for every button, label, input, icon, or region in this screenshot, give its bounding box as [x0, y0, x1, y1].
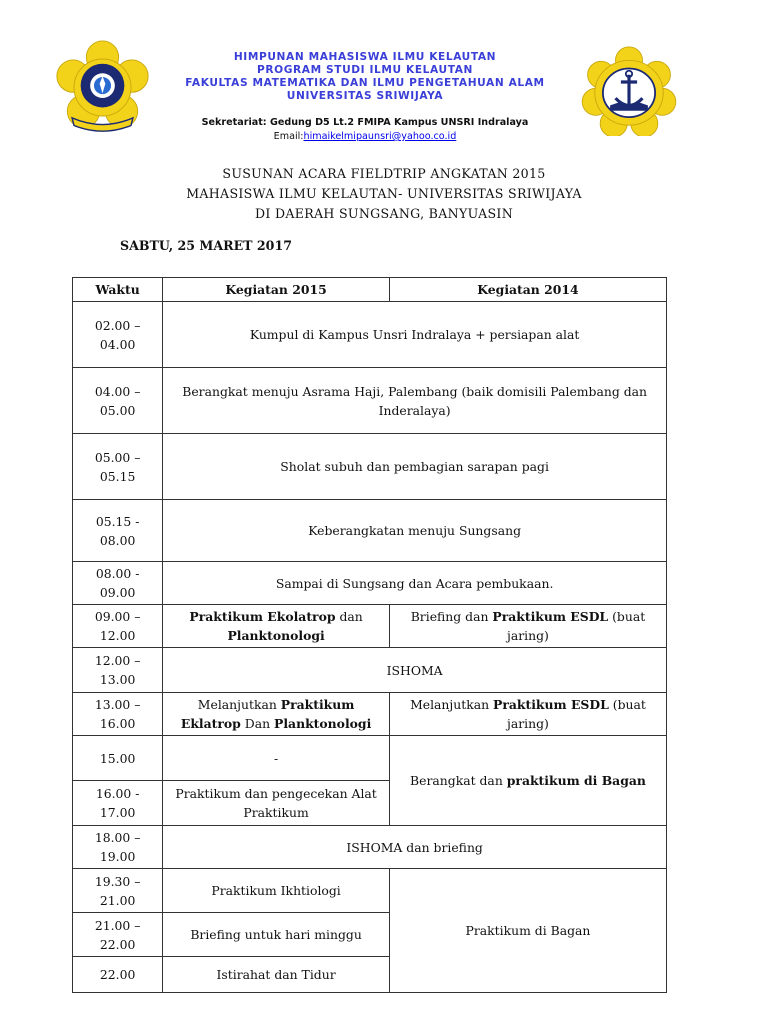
- org-line: FAKULTAS MATEMATIKA DAN ILMU PENGETAHUAN ALAM: [185, 77, 545, 89]
- title-line: SUSUNAN ACARA FIELDTRIP ANGKATAN 2015: [222, 166, 546, 181]
- unsri-logo: [55, 40, 150, 135]
- org-line: UNIVERSITAS SRIWIJAYA: [286, 90, 444, 102]
- org-line: PROGRAM STUDI ILMU KELAUTAN: [257, 64, 473, 76]
- table-row: [73, 648, 667, 693]
- letterhead: [0, 0, 768, 150]
- kegiatan-2014-cell: [389, 605, 666, 648]
- kegiatan-2015-cell: Praktikum dan pengecekan Alat Praktikum: [163, 781, 390, 826]
- bold-text: Praktikum ESDL: [492, 609, 609, 624]
- table-row: [73, 736, 667, 781]
- activity-cell: Sampai di Sungsang dan Acara pembukaan.: [163, 562, 667, 605]
- bold-text: praktikum di Bagan: [506, 773, 646, 788]
- activity-cell: ISHOMA dan briefing: [163, 826, 667, 869]
- kegiatan-2015-cell: [163, 605, 390, 648]
- bold-text: Praktikum Eklatrop: [180, 697, 355, 731]
- text: Melanjutkan: [410, 697, 494, 712]
- text: dan: [335, 609, 363, 624]
- activity-cell: Kumpul di Kampus Unsri Indralaya + persiapan alat: [163, 302, 667, 368]
- time-cell: 08.00 - 09.00: [73, 562, 163, 605]
- time-cell: 09.00 – 12.00: [73, 605, 163, 648]
- kegiatan-2015-cell: [163, 693, 390, 736]
- bold-text: Praktikum Ekolatrop: [189, 609, 336, 624]
- time-cell: 05.15 - 08.00: [73, 500, 163, 562]
- table-row: [73, 869, 667, 913]
- bold-text: Praktikum ESDL: [493, 697, 609, 712]
- table-header-row: [73, 278, 667, 302]
- kegiatan-2014-merged-cell: Praktikum di Bagan: [389, 869, 666, 993]
- title-line: MAHASISWA ILMU KELAUTAN- UNIVERSITAS SRIWIJAYA: [186, 186, 582, 201]
- himpunan-logo: [579, 46, 679, 136]
- secretariat-address: Sekretariat: Gedung D5 Lt.2 FMIPA Kampus UNSRI Indralaya: [201, 117, 529, 128]
- time-cell: 04.00 – 05.00: [73, 368, 163, 434]
- activity-cell: ISHOMA: [163, 648, 667, 693]
- title-line: DI DAERAH SUNGSANG, BANYUASIN: [254, 206, 514, 221]
- email-row: [150, 130, 580, 144]
- activity-cell: Berangkat menuju Asrama Haji, Palembang (baik domisili Palembang dan Inderalaya): [163, 368, 667, 434]
- schedule-table: [72, 277, 667, 993]
- header-kegiatan-2014: Kegiatan 2014: [389, 278, 666, 302]
- time-cell: 19.30 – 21.00: [73, 869, 163, 913]
- kegiatan-2015-cell: Briefing untuk hari minggu: [163, 913, 390, 957]
- kegiatan-2014-merged-cell: [389, 736, 666, 826]
- text: Berangkat dan: [410, 773, 507, 788]
- org-line: HIMPUNAN MAHASISWA ILMU KELAUTAN: [233, 51, 497, 63]
- text: (buat jaring): [507, 609, 646, 643]
- activity-cell: Sholat subuh dan pembagian sarapan pagi: [163, 434, 667, 500]
- text: Melanjutkan: [197, 697, 281, 712]
- email-label: Email:: [273, 131, 304, 142]
- table-row: [73, 826, 667, 869]
- time-cell: 13.00 – 16.00: [73, 693, 163, 736]
- time-cell: 21.00 – 22.00: [73, 913, 163, 957]
- bold-text: Planktonologi: [227, 628, 325, 643]
- kegiatan-2015-cell: Istirahat dan Tidur: [163, 957, 390, 993]
- time-cell: 18.00 – 19.00: [73, 826, 163, 869]
- table-row: [73, 562, 667, 605]
- text: Briefing dan: [410, 609, 493, 624]
- time-cell: 12.00 – 13.00: [73, 648, 163, 693]
- header-time: Waktu: [73, 278, 163, 302]
- table-row: [73, 500, 667, 562]
- bold-text: Planktonologi: [274, 716, 372, 731]
- secretariat-info: [150, 116, 580, 144]
- email-link[interactable]: himaikelmipaunsri@yahoo.co.id: [303, 131, 457, 142]
- table-row: [73, 368, 667, 434]
- kegiatan-2015-cell: Praktikum Ikhtiologi: [163, 869, 390, 913]
- document-title: [100, 164, 668, 224]
- header-kegiatan-2015: Kegiatan 2015: [163, 278, 390, 302]
- organization-name: [150, 51, 580, 103]
- schedule-date: SABTU, 25 MARET 2017: [120, 238, 292, 253]
- table-row: [73, 302, 667, 368]
- table-row: [73, 605, 667, 648]
- time-cell: 22.00: [73, 957, 163, 993]
- table-row: [73, 434, 667, 500]
- text: (buat jaring): [507, 697, 646, 731]
- activity-cell: Keberangkatan menuju Sungsang: [163, 500, 667, 562]
- time-cell: 16.00 - 17.00: [73, 781, 163, 826]
- kegiatan-2014-cell: [389, 693, 666, 736]
- time-cell: 05.00 – 05.15: [73, 434, 163, 500]
- text: Dan: [240, 716, 275, 731]
- time-cell: 02.00 – 04.00: [73, 302, 163, 368]
- time-cell: 15.00: [73, 736, 163, 781]
- table-row: [73, 693, 667, 736]
- kegiatan-2015-cell: -: [163, 736, 390, 781]
